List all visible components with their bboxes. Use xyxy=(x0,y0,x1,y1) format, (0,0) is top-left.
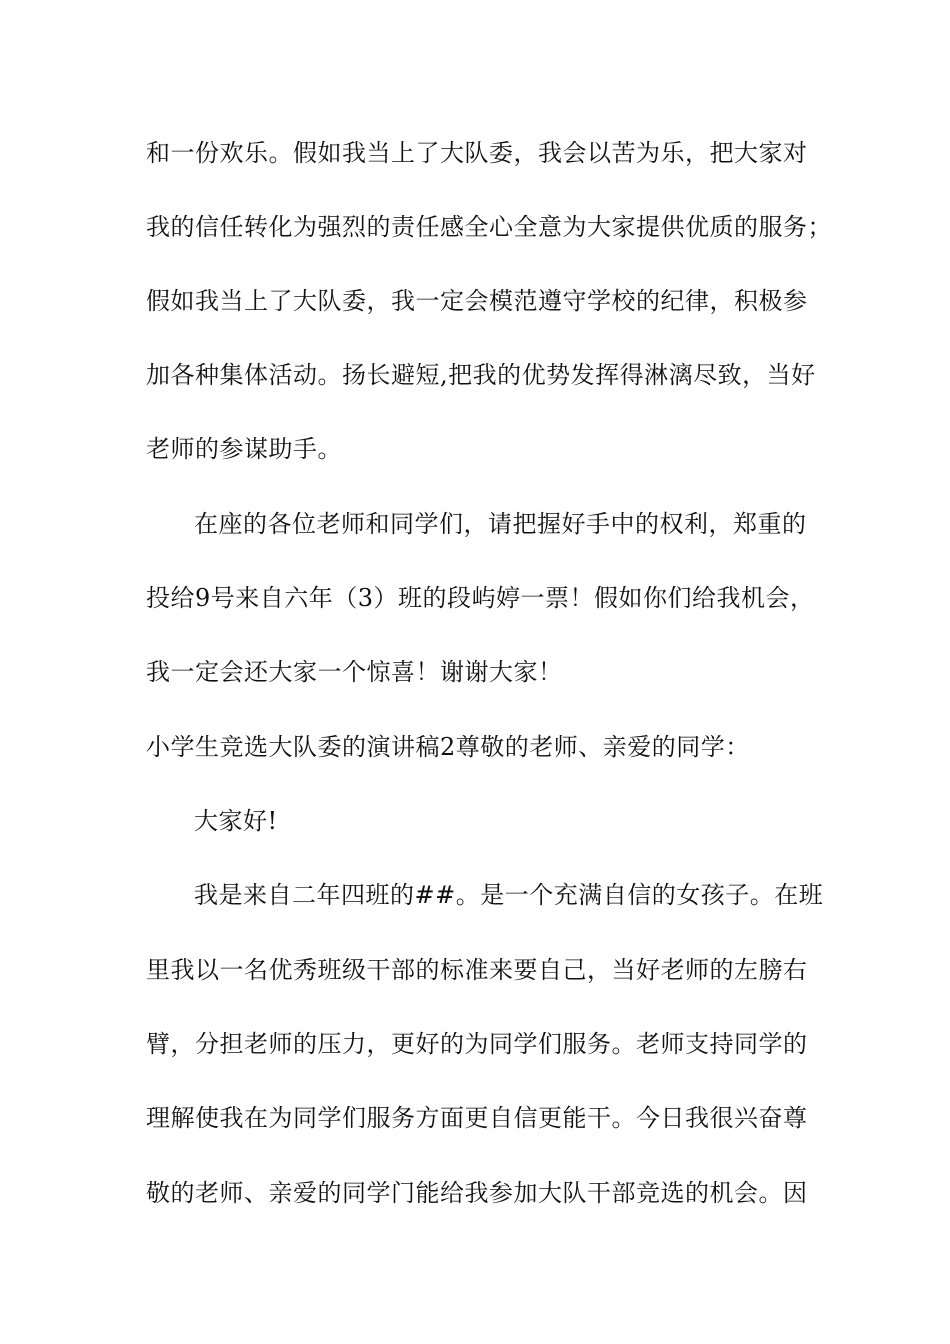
text-line: 老师的参谋助手。 xyxy=(146,435,342,463)
text-line: 臂，分担老师的压力，更好的为同学们服务。老师支持同学的 xyxy=(146,1030,808,1058)
greeting-line: 大家好! xyxy=(194,807,278,835)
text-line: 投给9号来自六年（3）班的段屿婷一票！假如你们给我机会， xyxy=(146,584,815,612)
text-line: 里我以一名优秀班级干部的标准来要自己，当好老师的左膀右 xyxy=(146,956,808,984)
text-line: 和一份欢乐。假如我当上了大队委，我会以苦为乐，把大家对 xyxy=(146,139,808,167)
text-line: 加各种集体活动。扬长避短,把我的优势发挥得淋漓尽致，当好 xyxy=(146,361,816,389)
text-line: 我一定会还大家一个惊喜！谢谢大家！ xyxy=(146,658,563,686)
text-line: 假如我当上了大队委，我一定会模范遵守学校的纪律，积极参 xyxy=(146,287,808,315)
section-heading-line: 小学生竞选大队委的演讲稿2尊敬的老师、亲爱的同学： xyxy=(146,733,750,761)
text-line: 我的信任转化为强烈的责任感全心全意为大家提供优质的服务； xyxy=(146,213,832,241)
paragraph-first-line: 我是来自二年四班的##。是一个充满自信的女孩子。在班 xyxy=(194,881,824,909)
text-line: 理解使我在为同学们服务方面更自信更能干。今日我很兴奋尊 xyxy=(146,1104,808,1132)
paragraph-first-line: 在座的各位老师和同学们，请把握好手中的权利，郑重的 xyxy=(194,510,807,538)
text-line: 敬的老师、亲爱的同学门能给我参加大队干部竞选的机会。因 xyxy=(146,1179,808,1207)
